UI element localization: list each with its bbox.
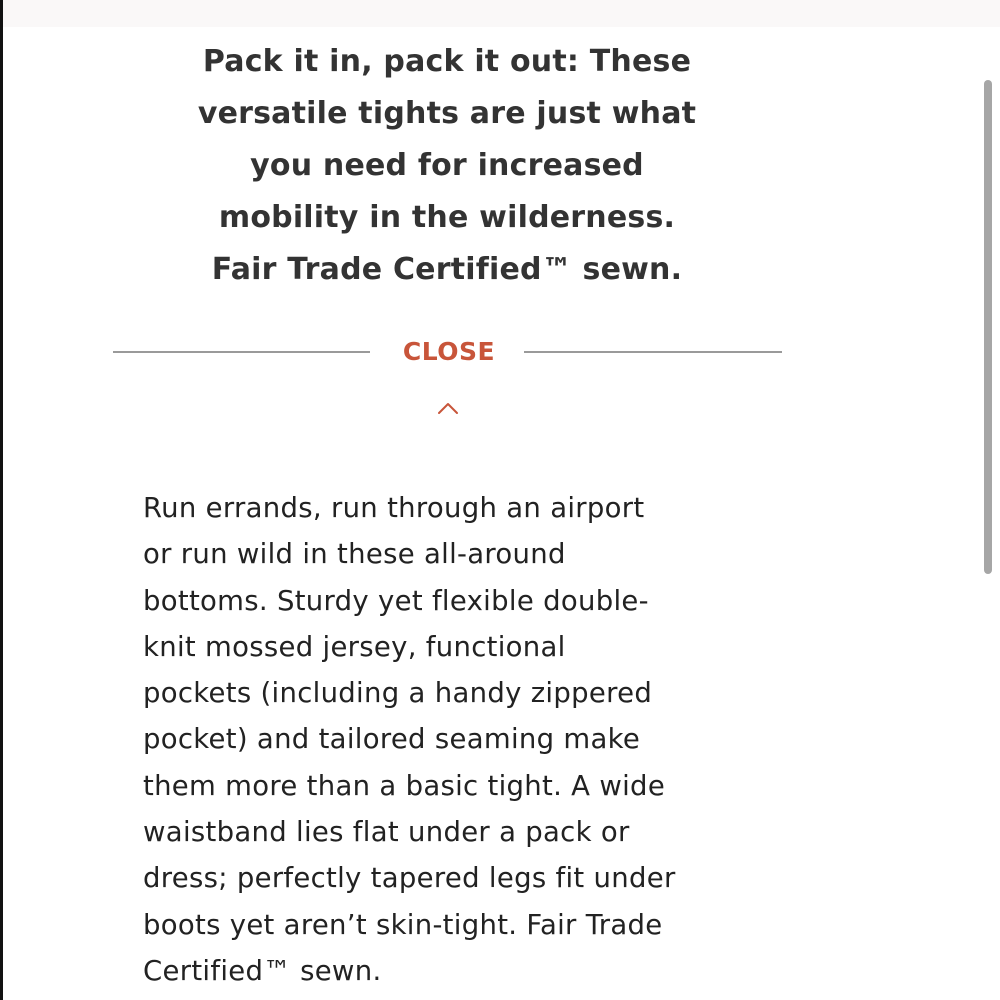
description-line: bottoms. Sturdy yet flexible double-	[143, 584, 649, 617]
close-details-button[interactable]: CLOSE	[396, 337, 502, 367]
chevron-up-icon[interactable]	[437, 400, 459, 416]
tagline-line: versatile tights are just what	[197, 96, 697, 131]
description-line: pocket) and tailored seaming make	[143, 723, 641, 756]
window-edge	[0, 0, 3, 1000]
top-header-band	[3, 0, 1000, 27]
description-line: pockets (including a handy zippered	[143, 677, 653, 710]
description-line: Certified™ sewn.	[143, 954, 382, 987]
divider-left	[113, 351, 370, 353]
description-line: Run errands, run through an airport	[143, 492, 645, 524]
description-line: waistband lies flat under a pack or	[143, 816, 630, 849]
tagline-line: mobility in the wilderness.	[218, 200, 676, 235]
description-line: knit mossed jersey, functional	[143, 630, 566, 663]
scrollbar-thumb[interactable]	[984, 80, 992, 574]
description-line: them more than a basic tight. A wide	[143, 769, 666, 802]
product-description	[143, 485, 783, 994]
product-tagline	[150, 36, 744, 296]
description-line: or run wild in these all-around	[143, 538, 566, 571]
description-line: boots yet aren’t skin-tight. Fair Trade	[143, 908, 663, 941]
divider-right	[524, 351, 782, 353]
details-toggle-row	[113, 337, 782, 367]
tagline-line: Fair Trade Certified™ sewn.	[211, 252, 683, 287]
tagline-line: Pack it in, pack it out: These	[202, 44, 692, 79]
description-line: dress; perfectly tapered legs fit under	[143, 862, 676, 895]
tagline-line: you need for increased	[250, 148, 644, 183]
vertical-scrollbar[interactable]	[984, 80, 992, 574]
